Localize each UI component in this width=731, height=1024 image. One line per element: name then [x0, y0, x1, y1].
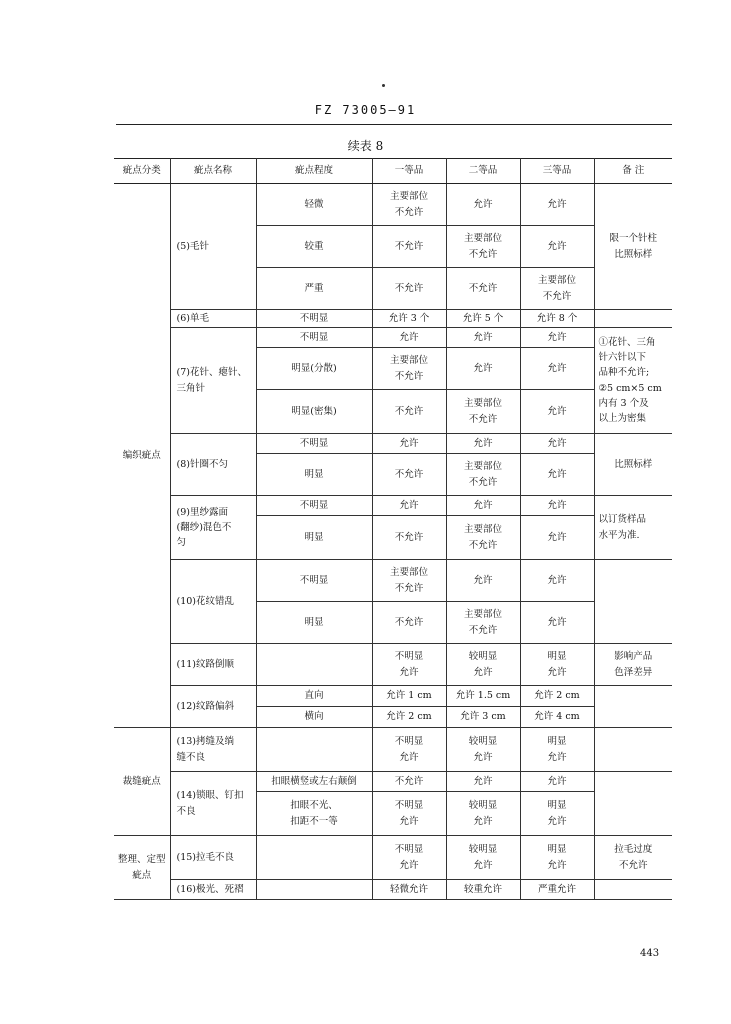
- grade2-cell: 允许 1.5 cm: [446, 686, 520, 707]
- grade2-cell: 较明显 允许: [446, 644, 520, 686]
- defect-degree: 明显: [256, 516, 372, 560]
- table-row: [114, 728, 672, 772]
- grade1-cell: 允许: [372, 434, 446, 454]
- header-rule: [116, 124, 672, 125]
- grade3-cell: 允许 4 cm: [520, 707, 594, 728]
- defect-table: [114, 158, 672, 900]
- defect-name: (15)拉毛不良: [170, 836, 256, 880]
- defect-degree: 明显(密集): [256, 390, 372, 434]
- defect-degree: [256, 880, 372, 900]
- note-cell: [594, 728, 672, 772]
- grade1-cell: 不允许: [372, 454, 446, 496]
- note-cell: 限一个针柱 比照标样: [594, 184, 672, 310]
- grade3-cell: 允许 2 cm: [520, 686, 594, 707]
- grade1-cell: 不明显 允许: [372, 792, 446, 836]
- grade1-cell: 轻微允许: [372, 880, 446, 900]
- header-grade3: 三等品: [520, 159, 594, 184]
- grade2-cell: 允许: [446, 184, 520, 226]
- grade3-cell: 明显 允许: [520, 792, 594, 836]
- grade2-cell: 较明显 允许: [446, 836, 520, 880]
- table-row: [114, 644, 672, 686]
- note-cell: [594, 686, 672, 728]
- defect-degree: 直向: [256, 686, 372, 707]
- defect-degree: 明显: [256, 602, 372, 644]
- grade2-cell: 允许: [446, 328, 520, 348]
- grade1-cell: 不明显 允许: [372, 836, 446, 880]
- note-cell: ①花针、三角 针六针以下 品种不允许; ②5 cm×5 cm 内有 3 个及 以上为密集: [594, 328, 672, 434]
- defect-name: (10)花纹错乱: [170, 560, 256, 644]
- grade1-cell: 不允许: [372, 516, 446, 560]
- grade2-cell: 允许 5 个: [446, 310, 520, 328]
- note-cell: 以订货样品 水平为准.: [594, 496, 672, 560]
- defect-name: (13)拷缝及绱 缝不良: [170, 728, 256, 772]
- defect-degree: 不明显: [256, 560, 372, 602]
- grade2-cell: 允许: [446, 496, 520, 516]
- grade1-cell: 允许 1 cm: [372, 686, 446, 707]
- grade1-cell: 允许: [372, 496, 446, 516]
- defect-degree: 不明显: [256, 434, 372, 454]
- defect-degree: 明显(分散): [256, 348, 372, 390]
- grade2-cell: 主要部位 不允许: [446, 454, 520, 496]
- grade1-cell: 不明显 允许: [372, 644, 446, 686]
- header-name: 疵点名称: [170, 159, 256, 184]
- category-finishing: 整理、定型疵点: [114, 836, 170, 900]
- table-row: [114, 310, 672, 328]
- grade3-cell: 允许: [520, 328, 594, 348]
- header-grade1: 一等品: [372, 159, 446, 184]
- grade3-cell: 允许 8 个: [520, 310, 594, 328]
- header-grade2: 二等品: [446, 159, 520, 184]
- grade2-cell: 较重允许: [446, 880, 520, 900]
- standard-code: FZ 73005—91: [314, 103, 417, 117]
- defect-degree: [256, 728, 372, 772]
- note-cell: [594, 310, 672, 328]
- grade3-cell: 明显 允许: [520, 728, 594, 772]
- header-degree: 疵点程度: [256, 159, 372, 184]
- grade2-cell: 主要部位 不允许: [446, 226, 520, 268]
- grade1-cell: 不允许: [372, 772, 446, 792]
- grade2-cell: 允许: [446, 348, 520, 390]
- defect-name: (6)单毛: [170, 310, 256, 328]
- defect-degree: 明显: [256, 454, 372, 496]
- defect-degree: 严重: [256, 268, 372, 310]
- note-cell: [594, 560, 672, 644]
- defect-name: (8)针圈不匀: [170, 434, 256, 496]
- grade3-cell: 允许: [520, 184, 594, 226]
- grade1-cell: 不允许: [372, 390, 446, 434]
- note-cell: 拉毛过度 不允许: [594, 836, 672, 880]
- table-row: [114, 328, 672, 348]
- grade3-cell: 允许: [520, 602, 594, 644]
- grade1-cell: 不明显 允许: [372, 728, 446, 772]
- defect-name: (16)极光、死褶: [170, 880, 256, 900]
- defect-degree: 较重: [256, 226, 372, 268]
- defect-name: (14)锁眼、钉扣 不良: [170, 772, 256, 836]
- grade3-cell: 允许: [520, 348, 594, 390]
- grade3-cell: 允许: [520, 496, 594, 516]
- defect-degree: 不明显: [256, 310, 372, 328]
- grade3-cell: 允许: [520, 434, 594, 454]
- category-knit: 编织疵点: [114, 184, 170, 728]
- header-note: 备 注: [594, 159, 672, 184]
- grade3-cell: 允许: [520, 772, 594, 792]
- defect-degree: [256, 836, 372, 880]
- grade2-cell: 允许: [446, 560, 520, 602]
- grade3-cell: 允许: [520, 454, 594, 496]
- defect-name: (12)纹路偏斜: [170, 686, 256, 728]
- note-cell: [594, 880, 672, 900]
- table-row: [114, 836, 672, 880]
- grade1-cell: 主要部位 不允许: [372, 560, 446, 602]
- grade3-cell: 明显 允许: [520, 836, 594, 880]
- stray-mark: [382, 84, 385, 87]
- grade1-cell: 不允许: [372, 602, 446, 644]
- category-sewing: 裁缝疵点: [114, 728, 170, 836]
- defect-degree: 轻微: [256, 184, 372, 226]
- header-row: [114, 159, 672, 184]
- table-row: [114, 434, 672, 454]
- grade3-cell: 严重允许: [520, 880, 594, 900]
- grade3-cell: 允许: [520, 226, 594, 268]
- grade1-cell: 允许 2 cm: [372, 707, 446, 728]
- defect-name: (5)毛针: [170, 184, 256, 310]
- defect-degree: 不明显: [256, 496, 372, 516]
- table-row: [114, 772, 672, 792]
- grade2-cell: 允许: [446, 434, 520, 454]
- table-row: [114, 686, 672, 707]
- grade2-cell: 主要部位 不允许: [446, 390, 520, 434]
- table-row: [114, 496, 672, 516]
- grade1-cell: 允许: [372, 328, 446, 348]
- grade2-cell: 不允许: [446, 268, 520, 310]
- grade1-cell: 不允许: [372, 226, 446, 268]
- grade2-cell: 允许: [446, 772, 520, 792]
- defect-name: (9)里纱露面 (翻纱)混色不 匀: [170, 496, 256, 560]
- grade1-cell: 主要部位 不允许: [372, 184, 446, 226]
- defect-degree: 扣眼横竖或左右颠倒: [256, 772, 372, 792]
- grade1-cell: 允许 3 个: [372, 310, 446, 328]
- grade2-cell: 较明显 允许: [446, 792, 520, 836]
- grade3-cell: 允许: [520, 560, 594, 602]
- grade1-cell: 主要部位 不允许: [372, 348, 446, 390]
- defect-degree: [256, 644, 372, 686]
- defect-name: (11)纹路倒顺: [170, 644, 256, 686]
- note-cell: [594, 772, 672, 836]
- grade2-cell: 较明显 允许: [446, 728, 520, 772]
- grade2-cell: 主要部位 不允许: [446, 516, 520, 560]
- defect-degree: 扣眼不光、 扣距不一等: [256, 792, 372, 836]
- note-cell: 影响产品 色泽差异: [594, 644, 672, 686]
- grade3-cell: 主要部位 不允许: [520, 268, 594, 310]
- table-title: 续表 8: [347, 139, 384, 153]
- note-cell: 比照标样: [594, 434, 672, 496]
- grade2-cell: 允许 3 cm: [446, 707, 520, 728]
- grade2-cell: 主要部位 不允许: [446, 602, 520, 644]
- grade3-cell: 允许: [520, 516, 594, 560]
- table-row: [114, 184, 672, 226]
- defect-degree: 横向: [256, 707, 372, 728]
- grade3-cell: 允许: [520, 390, 594, 434]
- defect-degree: 不明显: [256, 328, 372, 348]
- page-number: 443: [640, 948, 660, 959]
- table-row: [114, 560, 672, 602]
- grade3-cell: 明显 允许: [520, 644, 594, 686]
- defect-name: (7)花针、瘪针、 三角针: [170, 328, 256, 434]
- header-category: 疵点分类: [114, 159, 170, 184]
- grade1-cell: 不允许: [372, 268, 446, 310]
- table-row: [114, 880, 672, 900]
